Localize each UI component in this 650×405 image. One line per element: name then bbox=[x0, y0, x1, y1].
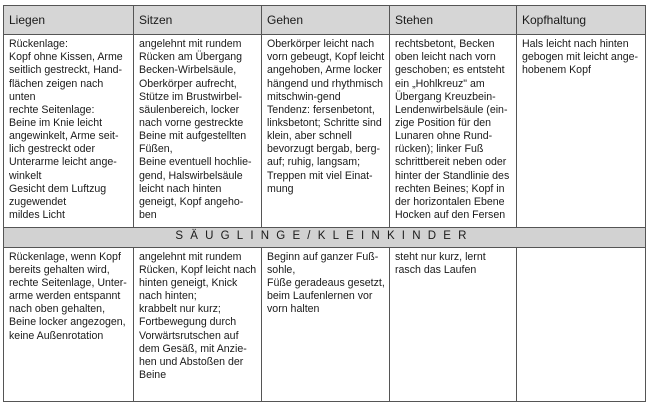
header-row bbox=[4, 6, 646, 35]
cell-stehen: rechtsbetont, Becken oben leicht nach vorn geschoben; es entsteht ein „Hohlkreuz" am Übergang Kreuzbein-Lendenwirbelsäule (ein-zige Position für den Lunaren ohne Rund-rücken); linker Fuß schrittbereit neben oder hinter der Standlinie des rechten Beines; Kopf in der horizontalen Ebene Hocken auf den Fersen bbox=[390, 35, 517, 227]
cell-stehen: steht nur kurz, lernt rasch das Laufen bbox=[390, 247, 517, 401]
cell-kopfhaltung: Hals leicht nach hinten gebogen mit leicht ange-hobenem Kopf bbox=[517, 35, 646, 227]
table-row bbox=[4, 247, 646, 401]
cell-gehen: Beginn auf ganzer Fuß-sohle, Füße geradeaus gesetzt, beim Laufenlernen vor vorn halten bbox=[262, 247, 390, 401]
cell-liegen: Rückenlage, wenn Kopf bereits gehalten wird, rechte Seitenlage, Unter-arme werden entspannt nach oben gehalten, Beine locker angezogen, keine Außenrotation bbox=[4, 247, 134, 401]
header-sitzen: Sitzen bbox=[134, 6, 262, 35]
section-band-row bbox=[4, 227, 646, 247]
cell-kopfhaltung bbox=[517, 247, 646, 401]
cell-sitzen: angelehnt mit rundem Rücken, Kopf leicht nach hinten geneigt, Knick nach hinten; krabbelt nur kurz; Fortbewegung durch Vorwärtsrutschen auf dem Gesäß, mit Anzie-hen und Abstoßen der Beine bbox=[134, 247, 262, 401]
header-stehen: Stehen bbox=[390, 6, 517, 35]
posture-table bbox=[3, 5, 646, 402]
cell-liegen: Rückenlage: Kopf ohne Kissen, Arme seitlich gestreckt, Hand-flächen zeigen nach unten rechte Seitenlage: Beine im Knie leicht angewinkelt, Arme seit-lich gestreckt oder Unterarme leicht ange-winkelt Gesicht dem Luftzug zugewendet mildes Licht bbox=[4, 35, 134, 227]
section-label: SÄUGLINGE/KLEINKINDER bbox=[4, 227, 646, 247]
header-liegen: Liegen bbox=[4, 6, 134, 35]
cell-sitzen: angelehnt mit rundem Rücken am Übergang Becken-Wirbelsäule, Oberkörper aufrecht, Stütze im Brustwirbel-säulenbereich, locker nach vorne gestreckte Beine mit aufgestellten Füßen, Beine eventuell hochlie-gend, Halswirbelsäule leicht nach hinten geneigt, Kopf angeho-ben bbox=[134, 35, 262, 227]
header-kopfhaltung: Kopfhaltung bbox=[517, 6, 646, 35]
header-gehen: Gehen bbox=[262, 6, 390, 35]
cell-gehen: Oberkörper leicht nach vorn gebeugt, Kopf leicht angehoben, Arme locker hängend und rhythmisch mitschwin-gend Tendenz: fersenbetont, linksbetont; Schritte sind klein, aber schnell bevorzugt bergab, berg-auf; ruhig, langsam; Treppen mit viel Einat-mung bbox=[262, 35, 390, 227]
table-row bbox=[4, 35, 646, 227]
